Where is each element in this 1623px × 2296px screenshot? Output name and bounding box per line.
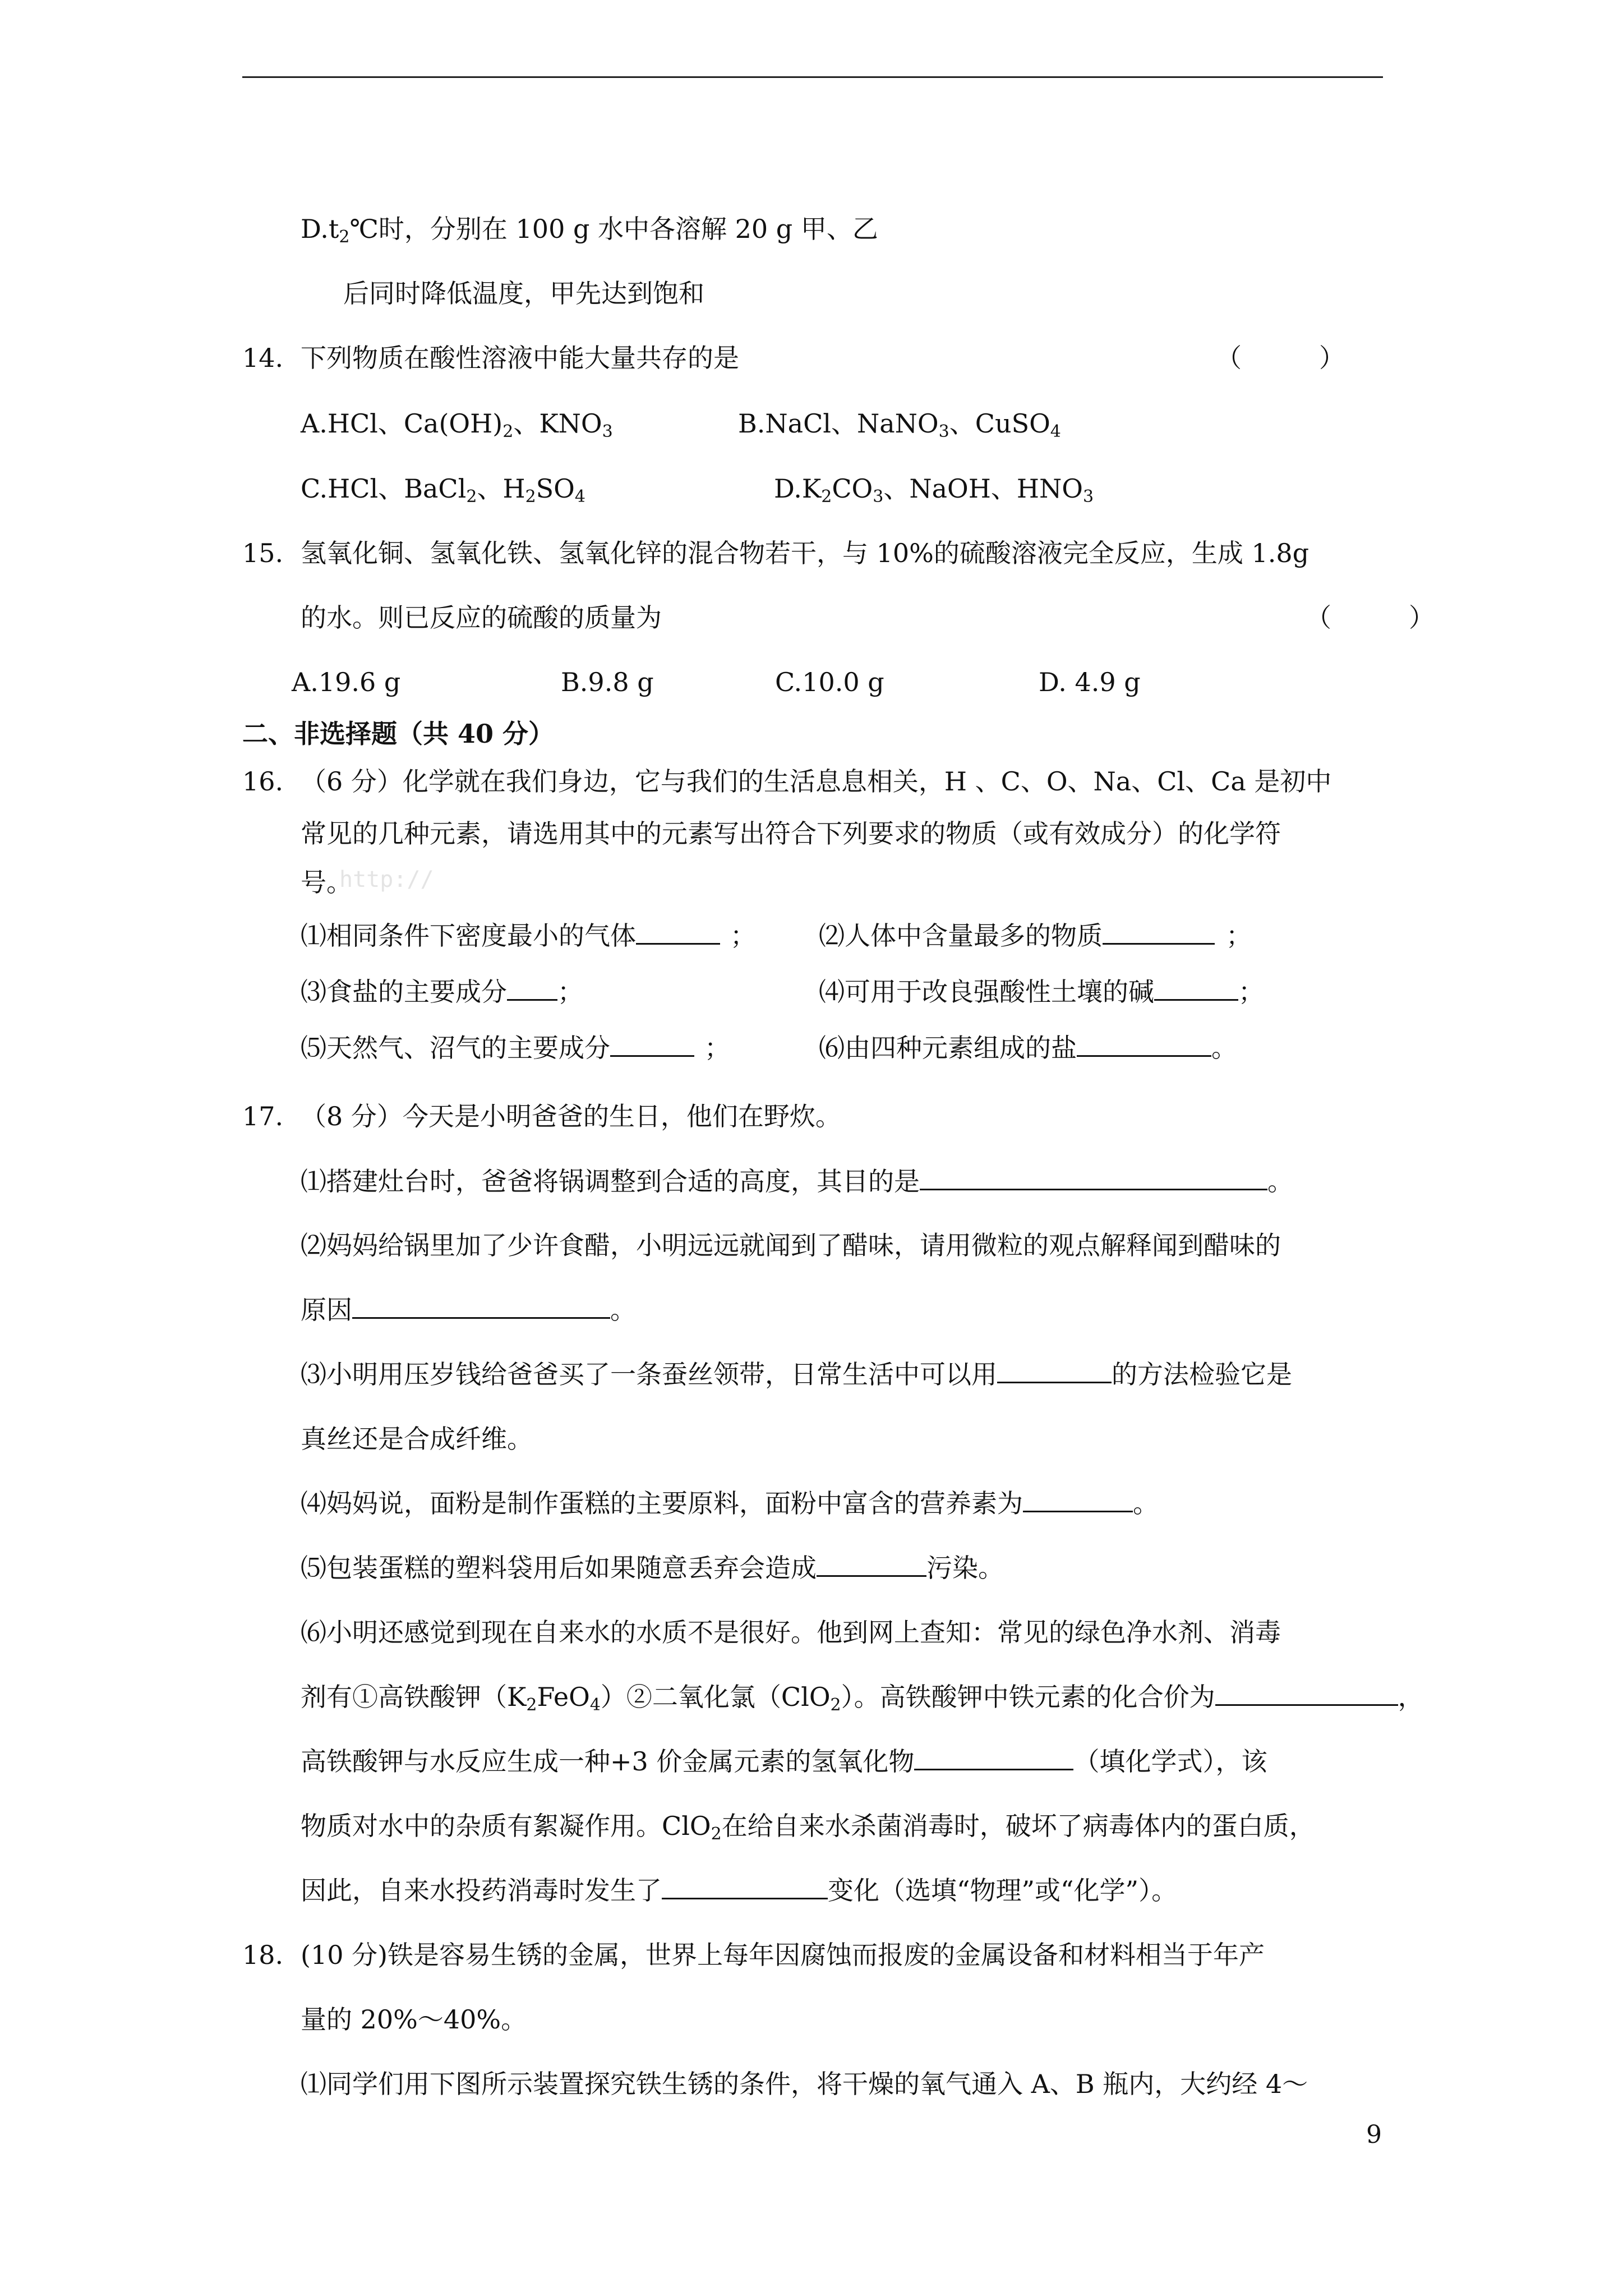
answer-blank[interactable] xyxy=(610,1033,694,1057)
q17-part-3-line1: ⑶小明用压岁钱给爸爸买了一条蚕丝领带，日常生活中可以用 的方法检验它是 xyxy=(301,1359,1292,1389)
q14-answer-paren[interactable]: （ ） xyxy=(1216,343,1345,373)
q16-item-6: ⑹由四种元素组成的盐 。 xyxy=(819,1033,1237,1063)
q17-part-2-line2: 原因 。 xyxy=(301,1295,636,1325)
answer-blank[interactable] xyxy=(1154,977,1238,1001)
question-number: 16. xyxy=(242,766,284,797)
q15-option-a: A.19.6 g xyxy=(292,667,401,697)
answer-blank[interactable] xyxy=(507,977,557,1001)
answer-blank[interactable] xyxy=(1023,1488,1133,1512)
answer-blank[interactable] xyxy=(1077,1033,1211,1057)
q17-stem: 17. （8 分）今天是小明爸爸的生日，他们在野炊。 xyxy=(242,1101,841,1131)
section-title: 二、非选择题（共 40 分） xyxy=(242,719,555,749)
answer-blank[interactable] xyxy=(352,1295,610,1319)
q14-option-d: $D.K_2CO_3$、NaOH、$HNO_3$ xyxy=(774,473,1094,507)
answer-blank[interactable] xyxy=(914,1746,1073,1770)
q16-item-4: ⑷可用于改良强酸性土壤的碱 ； xyxy=(819,977,1264,1007)
q17-part-3-line2: 真丝还是合成纤维。 xyxy=(301,1424,533,1454)
answer-blank[interactable] xyxy=(817,1553,926,1577)
q18-stem-line1: 18. (10 分)铁是容易生锈的金属，世界上每年因腐蚀而报废的金属设备和材料相当于年产 xyxy=(242,1940,1265,1970)
question-number: 15. xyxy=(242,538,284,568)
q17-part-6-line3: 高铁酸钾与水反应生成一种+3 价金属元素的氢氧化物 （填化学式），该 xyxy=(301,1746,1267,1777)
q15-option-c: C.10.0 g xyxy=(775,667,884,697)
page-number: 9 xyxy=(1366,2120,1382,2149)
answer-blank[interactable] xyxy=(997,1359,1112,1383)
q15-option-d: D. 4.9 g xyxy=(1039,667,1141,697)
answer-blank[interactable] xyxy=(662,1875,828,1899)
q16-stem-line1: 16. （6 分）化学就在我们身边，它与我们的生活息息相关，H 、C、O、Na、Cl、Ca 是初中 xyxy=(242,766,1332,797)
q16-item-3: ⑶食盐的主要成分 ； xyxy=(301,977,583,1007)
answer-blank[interactable] xyxy=(636,921,720,945)
q15-stem-line1: 15. 氢氧化铜、氢氧化铁、氢氧化锌的混合物若干，与 10%的硫酸溶液完全反应，生成 1.8g xyxy=(242,538,1310,568)
question-number: 17. xyxy=(242,1101,284,1131)
question-number: 14. xyxy=(242,343,284,373)
answer-blank[interactable] xyxy=(920,1166,1267,1190)
q13-option-d-line2: 后同时降低温度，甲先达到饱和 xyxy=(343,278,704,309)
q18-stem-line2: 量的 20%～40%。 xyxy=(301,2004,527,2035)
q17-part-5: ⑸包装蛋糕的塑料袋用后如果随意丢弃会造成 污染。 xyxy=(301,1553,1004,1583)
q16-item-2: ⑵人体中含量最多的物质 ； xyxy=(819,921,1252,951)
answer-blank[interactable] xyxy=(1103,921,1215,945)
q17-part-6-line5: 因此，自来水投药消毒时发生了 变化（选填“物理”或“化学”）。 xyxy=(301,1875,1178,1906)
answer-blank[interactable] xyxy=(1215,1682,1398,1706)
q17-part-6-line2: 剂有①高铁酸钾$(K_2FeO_4)②$二氧化氯（ClO$_2$）。高铁酸钾中铁元素的化合价为 ， xyxy=(301,1682,1424,1715)
q14-option-b: B.NaCl、NaNO$_3$、CuSO$_4$ xyxy=(738,408,1061,441)
q16-item-1: ⑴相同条件下密度最小的气体 ； xyxy=(301,921,756,951)
header-rule xyxy=(242,76,1383,78)
q17-part-4: ⑷妈妈说，面粉是制作蛋糕的主要原料，面粉中富含的营养素为 。 xyxy=(301,1488,1159,1519)
q16-stem-line2: 常见的几种元素，请选用其中的元素写出符合下列要求的物质（或有效成分）的化学符 xyxy=(301,818,1281,849)
watermark-text: http:// xyxy=(339,867,434,892)
q18-part-1: ⑴同学们用下图所示装置探究铁生锈的条件，将干燥的氧气通入 A、B 瓶内，大约经 4～ xyxy=(301,2069,1308,2099)
q13-option-d-line1: $D.t_2℃$时，分别在 100 g 水中各溶解 20 g 甲、乙 xyxy=(301,214,878,247)
q17-part-6-line4: 物质对水中的杂质有絮凝作用。ClO$_2$在给自来水杀菌消毒时，破坏了病毒体内的蛋白质， xyxy=(301,1811,1315,1844)
q16-stem-line3: 号。 xyxy=(301,867,352,898)
q14-option-a: A.HCl、$Ca(OH)_2$、$KNO_3$ xyxy=(301,408,613,441)
q15-answer-paren[interactable]: （ ） xyxy=(1306,602,1435,633)
question-number: 18. xyxy=(242,1940,284,1970)
q17-part-1: ⑴搭建灶台时，爸爸将锅调整到合适的高度，其目的是 。 xyxy=(301,1166,1293,1197)
q15-stem-line2: 的水。则已反应的硫酸的质量为 xyxy=(301,602,662,633)
q14-stem: 14. 下列物质在酸性溶液中能大量共存的是 xyxy=(242,343,739,373)
q15-option-b: B.9.8 g xyxy=(561,667,654,697)
q17-part-2-line1: ⑵妈妈给锅里加了少许食醋，小明远远就闻到了醋味，请用微粒的观点解释闻到醋味的 xyxy=(301,1230,1281,1260)
q16-item-5: ⑸天然气、沼气的主要成分 ； xyxy=(301,1033,730,1063)
q14-option-c: C.HCl、BaCl$_2$、$H_2SO_4$ xyxy=(301,473,585,507)
q17-part-6-line1: ⑹小明还感觉到现在自来水的水质不是很好。他到网上查知：常见的绿色净水剂、消毒 xyxy=(301,1617,1281,1648)
